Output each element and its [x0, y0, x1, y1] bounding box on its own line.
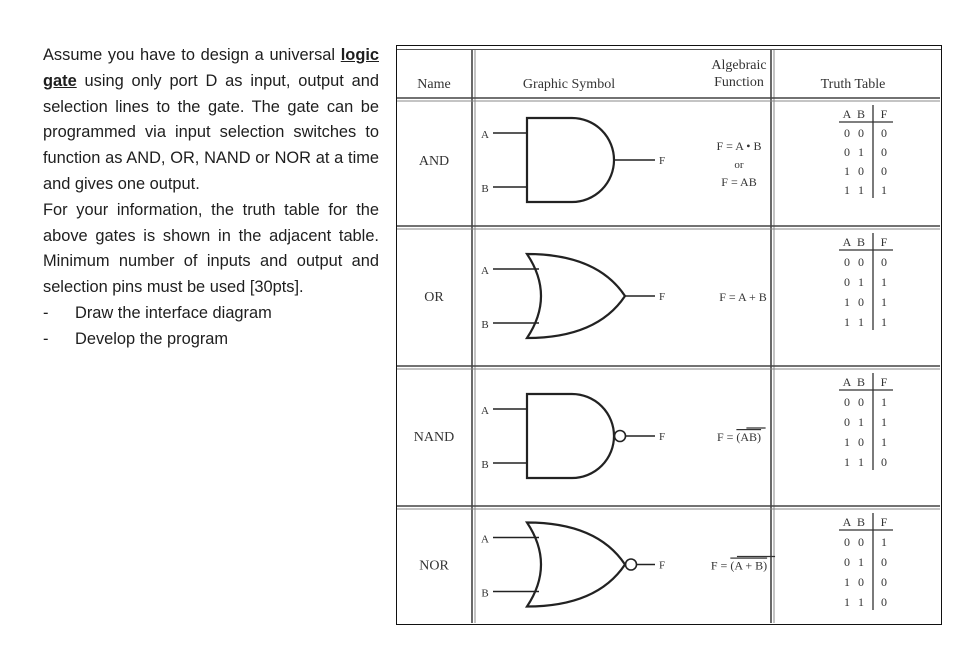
truth-table-cell: 0 [881, 555, 887, 569]
truth-table-header: B [856, 515, 866, 529]
truth-table-cell: 0 [858, 575, 864, 589]
truth-table-cell: 1 [844, 455, 850, 469]
question-text [43, 43, 379, 353]
inversion-bubble [615, 431, 626, 442]
truth-table-cell: 0 [881, 145, 887, 159]
algebraic-function [717, 430, 761, 444]
gate-body [527, 118, 614, 202]
truth-table-cell: 1 [858, 555, 864, 569]
inversion-bubble [626, 559, 637, 570]
truth-table-cell: 1 [881, 183, 887, 197]
truth-table-cell: 0 [858, 164, 864, 178]
input-b-label: B [481, 183, 489, 195]
truth-table-cell: 1 [881, 275, 887, 289]
input-a-label: A [481, 265, 489, 277]
function-overlined: (AB) [736, 430, 762, 444]
truth-table-cell: 0 [844, 126, 850, 140]
input-a-label: A [481, 129, 489, 141]
truth-table-header: A [842, 515, 852, 529]
truth-table-cell: 0 [858, 535, 864, 549]
question-intro [43, 43, 379, 198]
header-algebraic-function: Algebraic [711, 58, 767, 73]
truth-table-cell: 1 [844, 435, 850, 449]
task-item [43, 327, 379, 353]
input-b-label: B [481, 319, 489, 331]
function-prefix: F = [716, 430, 737, 444]
truth-table-cell: 1 [858, 415, 864, 429]
truth-table-cell: 1 [881, 315, 887, 329]
truth-table-cell: 0 [881, 126, 887, 140]
truth-table-cell: 0 [858, 435, 864, 449]
truth-table-cell: 0 [858, 126, 864, 140]
truth-table-cell: 1 [844, 183, 850, 197]
truth-table-cell: 1 [844, 164, 850, 178]
truth-table-cell: 1 [858, 183, 864, 197]
gate-row-nor [419, 513, 893, 610]
truth-table-header: A [842, 107, 852, 121]
truth-table-cell: 1 [858, 145, 864, 159]
gate-name: NAND [413, 430, 455, 445]
gate-body [527, 523, 625, 607]
truth-table-header: F [880, 235, 888, 249]
truth-table-cell: 1 [858, 595, 864, 609]
gate-body [527, 254, 625, 338]
truth-table-header: B [856, 107, 866, 121]
truth-table-cell: 1 [881, 435, 887, 449]
truth-table-cell: 0 [858, 295, 864, 309]
header-truth-table: Truth Table [820, 77, 886, 92]
truth-table-cell: 0 [844, 275, 850, 289]
gate-name: OR [424, 290, 444, 305]
output-label: F [658, 431, 666, 443]
truth-table-cell: 1 [858, 455, 864, 469]
truth-table-cell: 1 [858, 315, 864, 329]
truth-table-cell: 0 [881, 595, 887, 609]
intro-post: using only port D as input, output and selection lines to the gate. The gate can be programmed via input selection switches to function as AND, OR, NAND or NOR at a time and gives one output. [43, 71, 379, 193]
input-b-label: B [481, 587, 489, 600]
truth-table-cell: 1 [881, 535, 887, 549]
bullet-dash: - [43, 303, 49, 322]
truth-table-cell: 0 [844, 535, 850, 549]
intro-pre: Assume you have to design a universal [43, 46, 336, 64]
truth-table-cell: 0 [858, 395, 864, 409]
truth-table-cell: 0 [844, 145, 850, 159]
function-overlined: (A + B) [730, 558, 768, 573]
truth-table-cell: 1 [881, 415, 887, 429]
output-label: F [658, 291, 666, 303]
input-a-label: A [481, 533, 489, 546]
intro-bold-term: logic gate [43, 46, 379, 90]
gate-row-nand [414, 373, 893, 478]
truth-table-header: B [856, 375, 866, 389]
header-graphic-symbol: Graphic Symbol [522, 77, 616, 92]
truth-table-cell: 0 [881, 455, 887, 469]
truth-table-header: F [880, 107, 888, 121]
input-b-label: B [481, 459, 489, 471]
output-label: F [658, 155, 666, 167]
truth-table-cell: 1 [881, 395, 887, 409]
truth-table-header: A [842, 235, 852, 249]
truth-table-cell: 0 [844, 395, 850, 409]
bullet-dash: - [43, 329, 49, 348]
algebraic-function: F = A + B [719, 290, 767, 304]
gate-row-and [419, 105, 893, 202]
truth-table-cell: 1 [844, 575, 850, 589]
task-item [43, 301, 379, 327]
truth-table-header: F [880, 375, 888, 389]
algebraic-function [711, 559, 767, 573]
header-name: Name [417, 77, 451, 92]
task-list [43, 301, 379, 353]
truth-table-cell: 0 [881, 164, 887, 178]
truth-table-header: B [856, 235, 866, 249]
truth-table-cell: 0 [844, 255, 850, 269]
truth-table-cell: 0 [881, 255, 887, 269]
gate-name: AND [418, 154, 450, 169]
algebraic-function: F = AB [721, 175, 757, 189]
truth-table-cell: 1 [881, 295, 887, 309]
gate-name: NOR [419, 558, 449, 574]
output-label: F [658, 559, 666, 572]
gate-row-or [424, 233, 893, 338]
gate-table-drawing [397, 46, 940, 623]
truth-table-cell: 0 [858, 255, 864, 269]
task-item-text: Develop the program [75, 329, 229, 348]
algebraic-function: or [734, 159, 744, 171]
truth-table-header: F [880, 515, 888, 529]
truth-table-cell: 1 [844, 295, 850, 309]
truth-table-cell: 1 [844, 315, 850, 329]
truth-table-header: A [842, 375, 852, 389]
gate-body [527, 394, 614, 478]
header-algebraic-function: Function [714, 75, 764, 90]
truth-table-cell: 0 [844, 415, 850, 429]
truth-table-cell: 0 [844, 555, 850, 569]
function-prefix: F = [710, 558, 731, 573]
algebraic-function: F = A • B [716, 139, 762, 153]
input-a-label: A [481, 405, 489, 417]
truth-table-cell: 1 [858, 275, 864, 289]
logic-gates-table [396, 45, 942, 625]
truth-table-cell: 1 [844, 595, 850, 609]
question-info: For your information, the truth table for the above gates is shown in the adjacent table. Minimum number of inputs and output and selection pins must be used [30pts]. [43, 200, 379, 297]
truth-table-cell: 0 [881, 575, 887, 589]
task-item-text: Draw the interface diagram [75, 303, 272, 322]
